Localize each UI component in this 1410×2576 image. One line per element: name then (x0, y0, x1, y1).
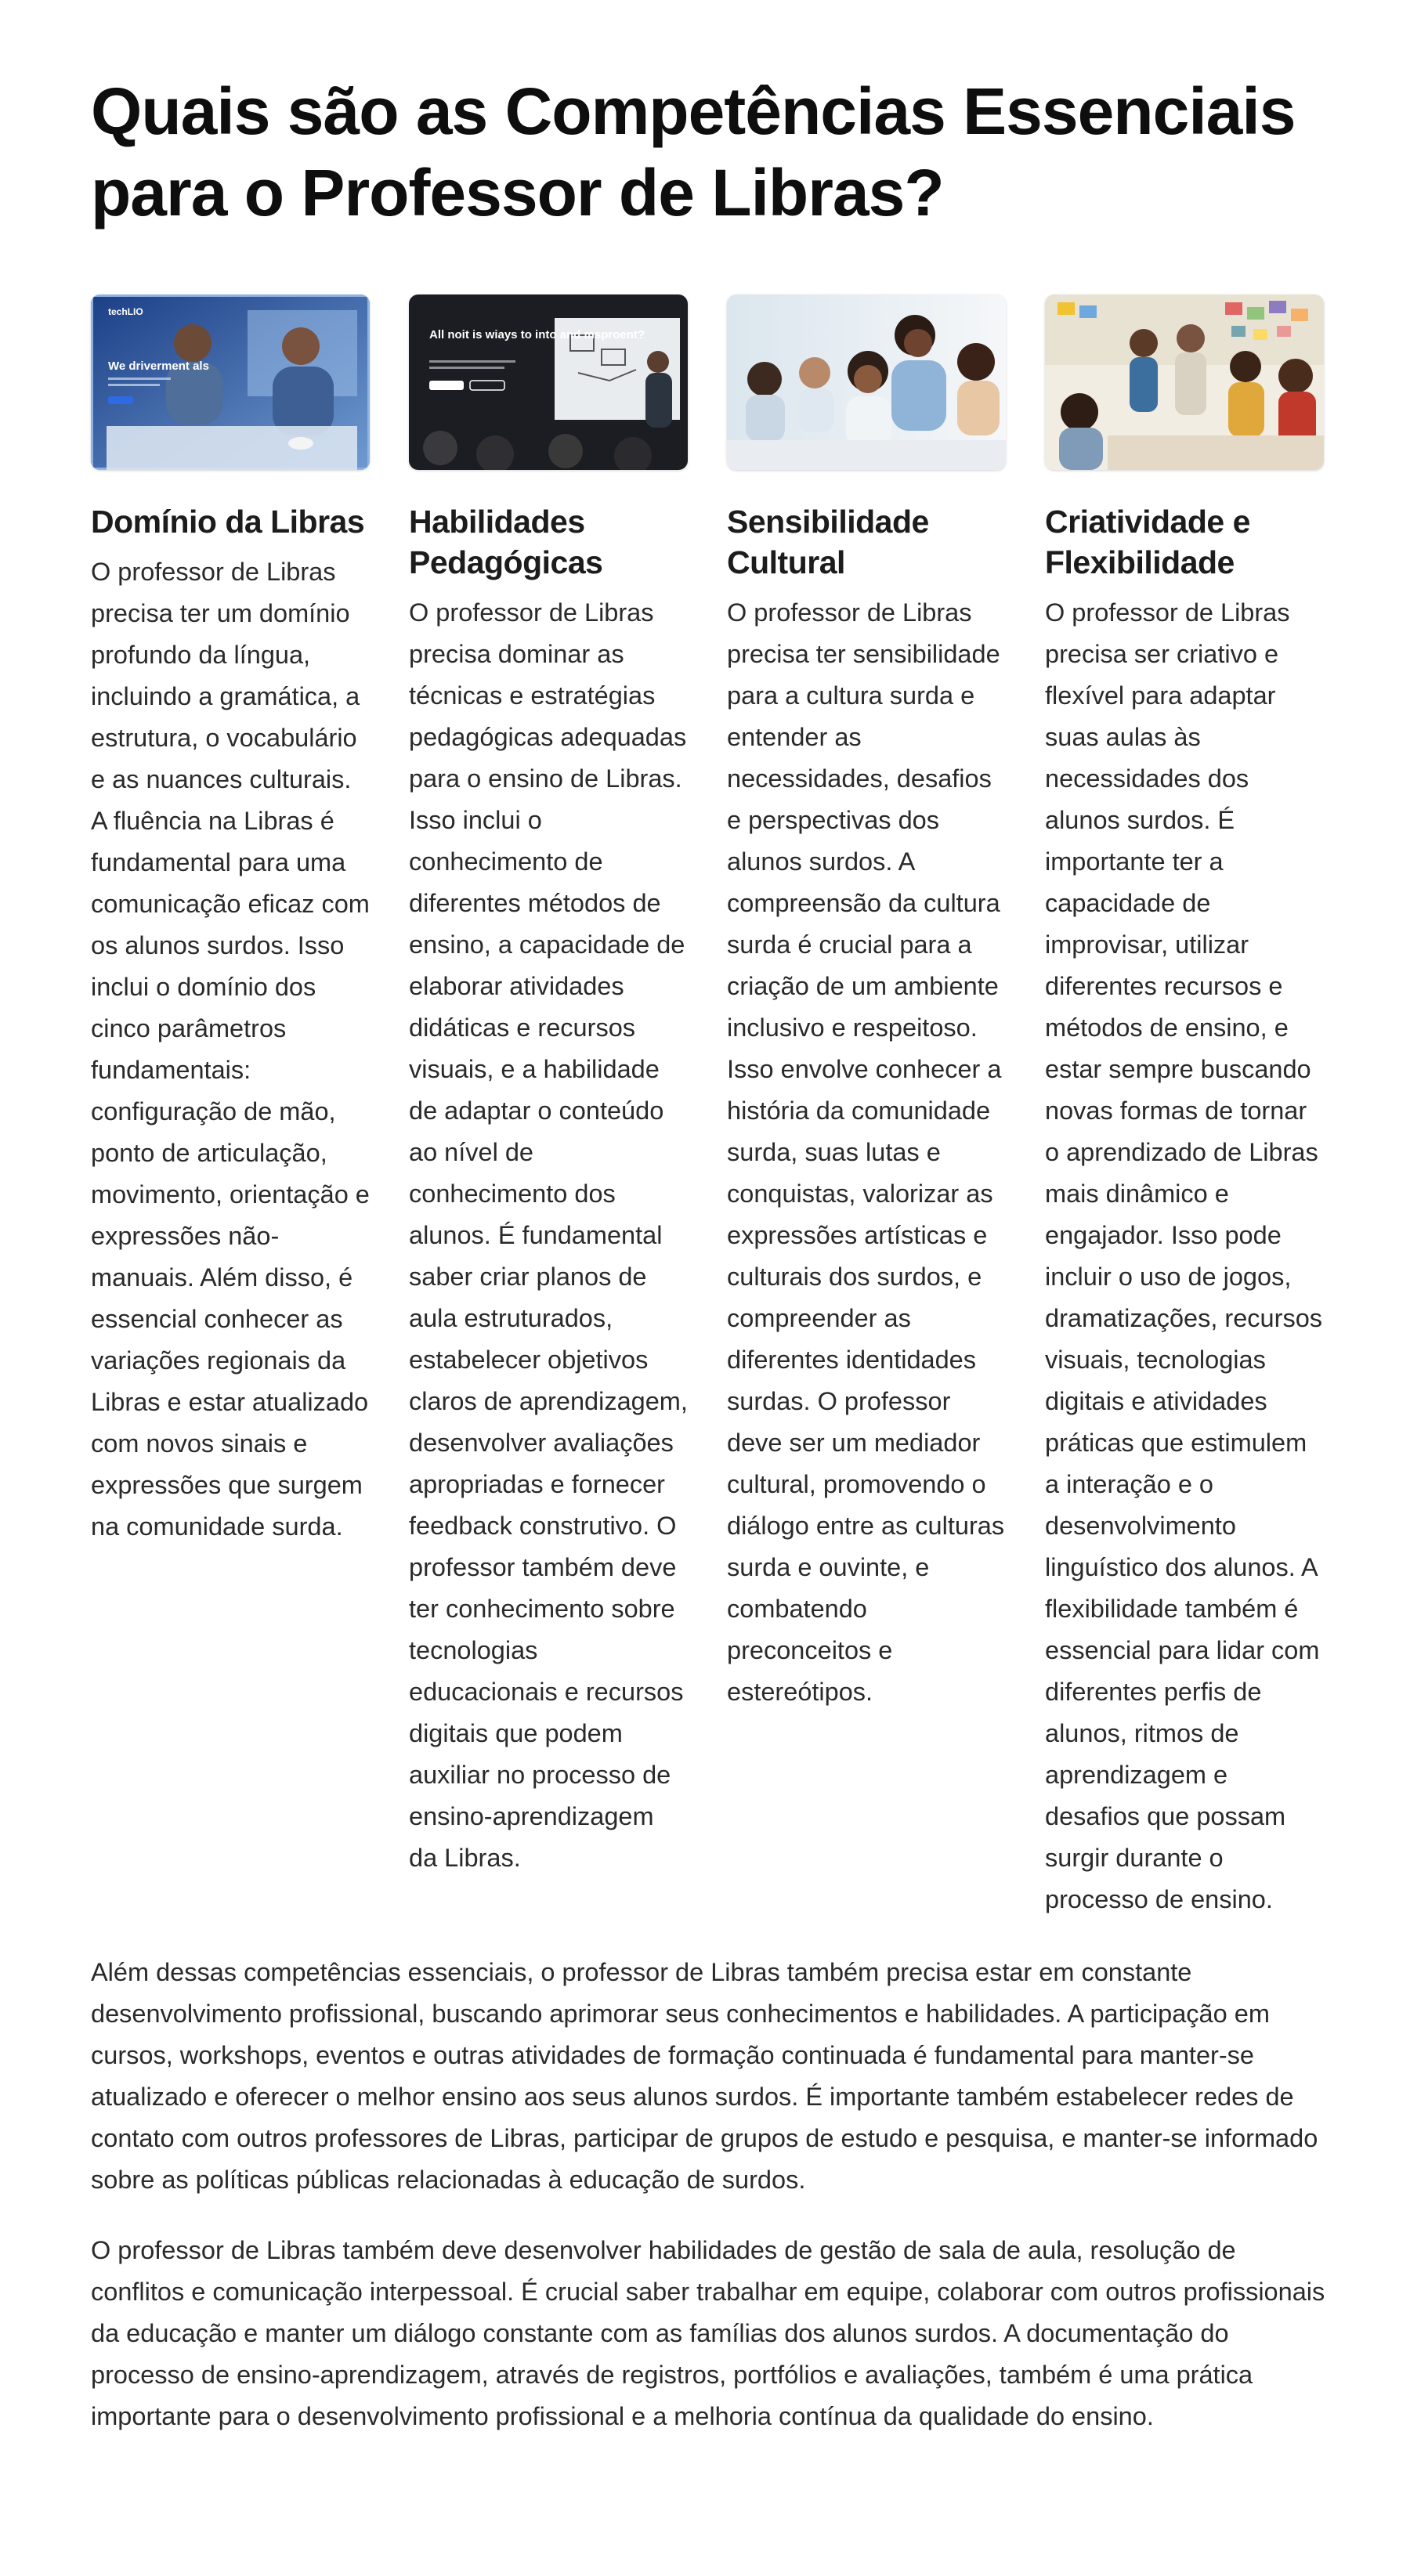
card-text: O professor de Libras precisa dominar as técnicas e estratégias pedagógicas adequadas para o ensino de Libras. Isso inclui o conhecimento de diferentes métodos de ensino, a capacidade de elaborar atividades didáticas e recursos visuais, e a habilidade de adaptar o conteúdo ao nível de conhecimento dos alunos. É fundamental saber criar planos de aula estruturados, estabelecer objetivos claros de aprendizagem, desenvolver avaliações apropriadas e fornecer feedback construtivo. O professor também deve ter conhecimento sobre tecnologias educacionais e recursos digitais que podem auxiliar no processo de ensino-aprendizagem da Libras. (409, 598, 688, 1872)
card-text: O professor de Libras precisa ter um domínio profundo da língua, incluindo a gramática, a estrutura, o vocabulário e as nuances culturais. A fluência na Libras é fundamental para uma comunicação eficaz com os alunos surdos. Isso inclui o domínio dos cinco parâmetros fundamentais: configuração de mão, ponto de articulação, movimento, orientação e expressões não-manuais. Além disso, é essencial conhecer as variações regionais da Libras e estar atualizado com novos sinais e expressões que surgem na comunidade surda. (91, 558, 370, 1541)
children-classroom-illustration (727, 294, 1006, 470)
image-brand-text: techLIO (108, 306, 143, 317)
card-text: O professor de Libras precisa ter sensibilidade para a cultura surda e entender as necessidades, desafios e perspectivas dos alunos surdos. A compreensão da cultura surda é crucial para a criação de um ambiente inclusivo e respeitoso. Isso envolve conhecer a história da comunidade surda, suas lutas e conquistas, valorizar as expressões artísticas e culturais dos surdos, e compreender as diferentes identidades surdas. O professor deve ser um mediador cultural, promovendo o diálogo entre as culturas surda e ouvinte, e combatendo preconceitos e estereótipos. (727, 598, 1005, 1706)
lively-classroom-illustration (1045, 294, 1324, 470)
team-meeting-illustration (91, 294, 370, 470)
card-sensibilidade-cultural (727, 294, 1006, 1920)
card-image-team-meeting (91, 294, 370, 470)
body-paragraph: O professor de Libras também deve desenvolver habilidades de gestão de sala de aula, resolução de conflitos e comunicação interpessoal. É crucial saber trabalhar em equipe, colaborar com outros profissionais da educação e manter um diálogo constante com as famílias dos alunos surdos. A documentação do processo de ensino-aprendizagem, através de registros, portfólios e avaliações, também é uma prática importante para o desenvolvimento profissional e a melhoria contínua da qualidade do ensino. (91, 2236, 1325, 2430)
card-title: Habilidades Pedagógicas (409, 504, 603, 580)
card-criatividade-flexibilidade (1045, 294, 1324, 1920)
card-image-children-classroom (727, 294, 1006, 470)
presentation-illustration (409, 294, 688, 470)
image-caption-text: All noit is wiays to into and msproent? (429, 328, 645, 341)
competency-cards (91, 294, 1324, 1920)
page-title: Quais são as Competências Essenciais para o Professor de Libras? (91, 74, 1296, 229)
card-image-lively-classroom (1045, 294, 1324, 470)
body-paragraph: Além dessas competências essenciais, o professor de Libras também precisa estar em constante desenvolvimento profissional, buscando aprimorar seus conhecimentos e habilidades. A participação em cursos, workshops, eventos e outras atividades de formação continuada é fundamental para manter-se atualizado e oferecer o melhor ensino aos seus alunos surdos. É importante também estabelecer redes de contato com outros professores de Libras, participar de grupos de estudo e pesquisa, e manter-se informado sobre as políticas públicas relacionadas à educação de surdos. (91, 1958, 1318, 2194)
card-dominio-libras (91, 294, 370, 1920)
card-title: Domínio da Libras (91, 504, 365, 540)
card-title: Criatividade e Flexibilidade (1045, 504, 1250, 580)
card-text: O professor de Libras precisa ser criativo e flexível para adaptar suas aulas às necessidades dos alunos surdos. É importante ter a capacidade de improvisar, utilizar diferentes recursos e métodos de ensino, e estar sempre buscando novas formas de tornar o aprendizado de Libras mais dinâmico e engajador. Isso pode incluir o uso de jogos, dramatizações, recursos visuais, tecnologias digitais e atividades práticas que estimulem a interação e o desenvolvimento linguístico dos alunos. A flexibilidade também é essencial para lidar com diferentes perfis de alunos, ritmos de aprendizagem e desafios que possam surgir durante o processo de ensino. (1045, 598, 1323, 1913)
card-title: Sensibilidade Cultural (727, 504, 929, 580)
card-habilidades-pedagogicas (409, 294, 688, 1920)
card-image-presentation (409, 294, 688, 470)
image-caption-text: We driverment als (108, 359, 209, 373)
